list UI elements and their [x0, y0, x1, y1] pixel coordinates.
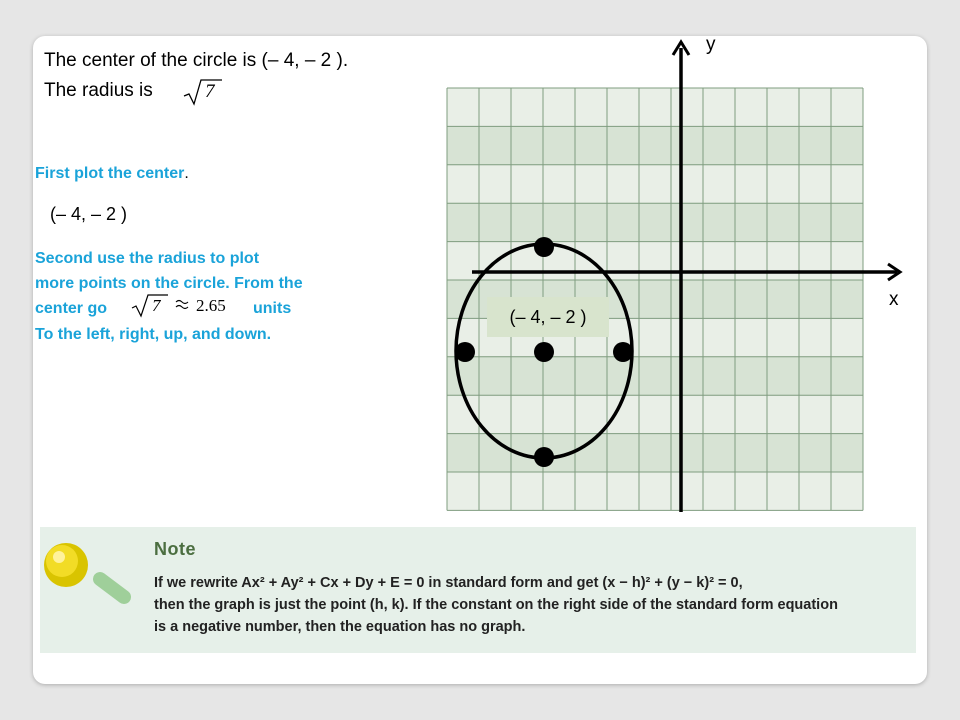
note-line-1: If we rewrite Ax² + Ay² + Cx + Dy + E = 0 in standard form and get (x − h)² + (y − k)² = 0,	[154, 575, 743, 591]
note-title: Note	[154, 539, 196, 559]
point-bottom	[534, 447, 554, 467]
center-point-callout: (– 4, – 2 )	[487, 297, 609, 337]
step2-units: units	[253, 300, 292, 317]
approx-radicand: 7	[152, 296, 161, 315]
grid-row-band	[447, 395, 863, 433]
note-line-2: then the graph is just the point (h, k). If the constant on the right side of the standard form equation	[154, 597, 838, 613]
step1-text: First plot the center.	[35, 165, 189, 182]
grid-row-band	[447, 242, 863, 280]
point-left	[455, 342, 475, 362]
x-axis-label: x	[889, 289, 899, 310]
step2-line1: Second use the radius to plot	[35, 250, 260, 267]
grid-row-band	[447, 88, 863, 126]
grid-row-band	[447, 165, 863, 203]
point-center	[534, 342, 554, 362]
radius-value: 7	[205, 81, 215, 102]
center-statement: The center of the circle is (– 4, – 2 ).	[44, 50, 349, 71]
step2-line2: more points on the circle. From the	[35, 275, 303, 292]
point-top	[534, 237, 554, 257]
step2-line4: To the left, right, up, and down.	[35, 326, 272, 343]
grid-row-band	[447, 357, 863, 395]
grid-row-band	[447, 434, 863, 472]
step2-center-go: center go	[35, 300, 108, 317]
center-point-label: (– 4, – 2 )	[50, 204, 128, 224]
note-box	[40, 527, 916, 653]
point-right	[613, 342, 633, 362]
grid-row-band	[447, 126, 863, 164]
pushpin-icon	[40, 527, 160, 653]
approx-value: 2.65	[196, 296, 226, 315]
note-line-3: is a negative number, then the equation has no graph.	[154, 619, 526, 635]
grid-row-band	[447, 203, 863, 241]
grid-row-band	[447, 472, 863, 510]
radius-statement: The radius is	[44, 80, 153, 101]
y-axis-label: y	[706, 34, 716, 55]
